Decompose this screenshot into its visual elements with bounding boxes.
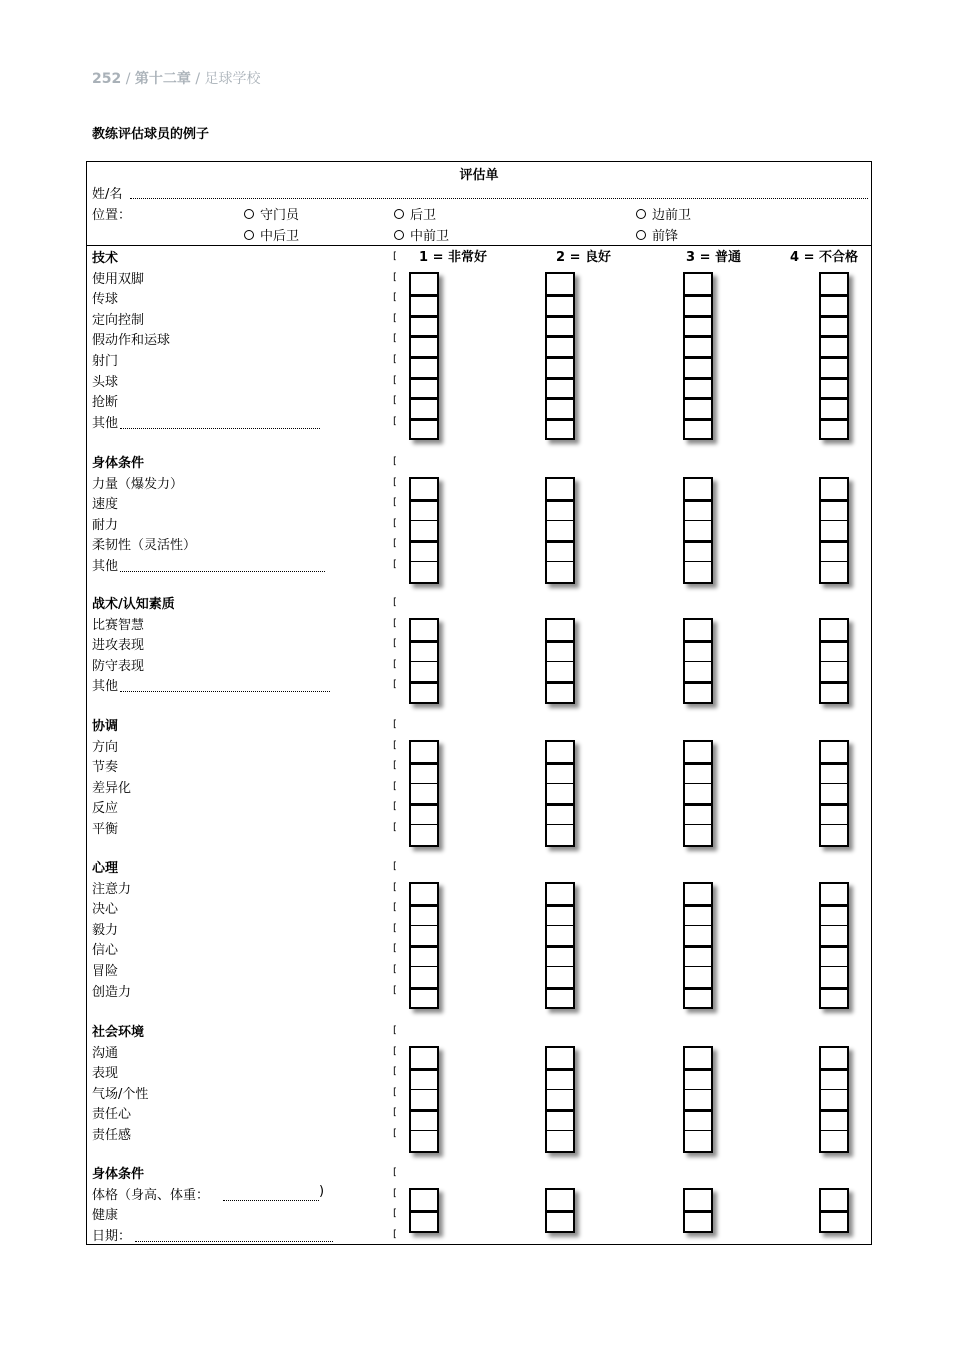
rating-checkbox[interactable] <box>411 945 437 966</box>
rating-box-column <box>545 740 575 847</box>
rating-checkbox[interactable] <box>411 335 437 356</box>
rating-checkbox[interactable] <box>547 966 573 987</box>
rating-checkbox[interactable] <box>821 1068 847 1089</box>
rating-checkbox[interactable] <box>821 925 847 946</box>
rating-checkbox[interactable] <box>411 620 437 641</box>
rating-checkbox[interactable] <box>411 661 437 682</box>
rating-checkbox[interactable] <box>685 1130 711 1151</box>
bracket-mark: [ <box>393 1107 397 1119</box>
criterion-label: 沟通 <box>92 1045 119 1061</box>
bracket-mark: [ <box>393 922 397 934</box>
rating-checkbox[interactable] <box>685 640 711 661</box>
rating-checkbox[interactable] <box>685 561 711 582</box>
rating-checkbox[interactable] <box>685 356 711 377</box>
rating-checkbox[interactable] <box>821 274 847 295</box>
section-title: 战术/认知素质 <box>92 597 175 612</box>
criterion-label: 健康 <box>92 1208 119 1224</box>
bracket-mark: [ <box>393 1208 397 1220</box>
rating-box-column <box>409 882 439 1010</box>
rating-checkbox[interactable] <box>685 397 711 418</box>
rating-checkbox[interactable] <box>821 620 847 641</box>
rating-checkbox[interactable] <box>411 1068 437 1089</box>
bracket-mark: [ <box>393 964 397 975</box>
rating-box-column <box>819 882 849 1010</box>
section-title: 身体条件 <box>92 456 145 471</box>
rating-checkbox[interactable] <box>411 418 437 439</box>
criterion-label: 毅力 <box>92 922 119 938</box>
rating-box-column <box>545 477 575 584</box>
rating-checkbox[interactable] <box>547 1089 573 1110</box>
rating-checkbox[interactable] <box>821 520 847 541</box>
rating-checkbox[interactable] <box>821 884 847 905</box>
rating-checkbox[interactable] <box>821 377 847 398</box>
position-option-center-back[interactable]: 中后卫 <box>244 225 299 244</box>
rating-checkbox[interactable] <box>821 540 847 561</box>
rating-checkbox[interactable] <box>821 762 847 783</box>
rating-box-column <box>409 477 439 584</box>
rating-checkbox[interactable] <box>411 479 437 500</box>
rating-checkbox[interactable] <box>547 640 573 661</box>
rating-checkbox[interactable] <box>547 661 573 682</box>
rating-checkbox[interactable] <box>685 945 711 966</box>
rating-checkbox[interactable] <box>685 904 711 925</box>
rating-box-column <box>545 1188 575 1233</box>
rating-checkbox[interactable] <box>411 904 437 925</box>
bracket-mark: [ <box>393 497 397 509</box>
rating-checkbox[interactable] <box>685 274 711 295</box>
bracket-mark: [ <box>393 456 397 467</box>
column-header-poor: 4 = 不合格 <box>790 250 858 265</box>
rating-checkbox[interactable] <box>821 783 847 804</box>
rating-checkbox[interactable] <box>411 824 437 845</box>
closing-paren: ) <box>319 1183 325 1199</box>
rating-box-column <box>545 1046 575 1153</box>
radio-circle-icon <box>636 230 646 240</box>
bracket-mark: [ <box>393 476 397 488</box>
rating-checkbox[interactable] <box>685 418 711 439</box>
criterion-label: 决心 <box>92 902 119 918</box>
criterion-label: 其他 <box>92 559 119 574</box>
rating-checkbox[interactable] <box>547 499 573 520</box>
bracket-mark: [ <box>393 801 397 813</box>
rating-checkbox[interactable] <box>411 377 437 398</box>
rating-checkbox[interactable] <box>411 742 437 763</box>
rating-checkbox[interactable] <box>685 681 711 702</box>
header-separator: / <box>195 71 201 87</box>
rating-box-column <box>409 740 439 847</box>
criterion-label: 传球 <box>92 292 119 308</box>
criterion-label: 注意力 <box>92 881 132 897</box>
bracket-mark: [ <box>393 292 397 304</box>
rating-checkbox[interactable] <box>547 884 573 905</box>
rating-checkbox[interactable] <box>547 1048 573 1069</box>
evaluation-form <box>86 161 872 1245</box>
rating-checkbox[interactable] <box>411 1190 437 1211</box>
criterion-label: 力量（爆发力） <box>92 476 184 492</box>
bracket-mark: [ <box>393 354 397 365</box>
position-option-center-midfielder[interactable]: 中前卫 <box>394 225 449 244</box>
rating-checkbox[interactable] <box>411 640 437 661</box>
rating-checkbox[interactable] <box>547 783 573 804</box>
rating-box-column <box>819 1188 849 1233</box>
criterion-label: 防守表现 <box>92 658 145 674</box>
rating-box-column <box>819 740 849 847</box>
rating-box-column <box>683 1046 713 1153</box>
rating-checkbox[interactable] <box>685 783 711 804</box>
bracket-mark: [ <box>393 617 397 629</box>
rating-checkbox[interactable] <box>821 945 847 966</box>
rating-checkbox[interactable] <box>547 925 573 946</box>
rating-checkbox[interactable] <box>547 335 573 356</box>
criterion-label: 表现 <box>92 1066 119 1082</box>
bracket-mark: [ <box>393 1025 397 1036</box>
rating-checkbox[interactable] <box>685 540 711 561</box>
rating-checkbox[interactable] <box>547 520 573 541</box>
rating-checkbox[interactable] <box>547 904 573 925</box>
rating-box-column <box>409 618 439 704</box>
rating-checkbox[interactable] <box>685 294 711 315</box>
rating-box-column <box>819 1046 849 1153</box>
rating-checkbox[interactable] <box>547 762 573 783</box>
document-title: 教练评估球员的例子 <box>92 127 210 142</box>
bracket-mark: [ <box>393 1045 397 1057</box>
rating-checkbox[interactable] <box>411 803 437 824</box>
chapter-label: 第十二章 <box>134 71 191 87</box>
section-title: 心理 <box>92 861 119 876</box>
criterion-label: 头球 <box>92 374 119 390</box>
bracket-mark: [ <box>393 1086 397 1098</box>
rating-checkbox[interactable] <box>821 1190 847 1211</box>
rating-checkbox[interactable] <box>685 315 711 336</box>
rating-checkbox[interactable] <box>685 499 711 520</box>
criterion-label: 体格（身高、体重： <box>92 1187 210 1203</box>
criterion-label: 射门 <box>92 354 119 369</box>
rating-checkbox[interactable] <box>821 904 847 925</box>
rating-checkbox[interactable] <box>821 824 847 845</box>
book-title: 足球学校 <box>204 71 261 87</box>
criterion-label: 信心 <box>92 943 119 959</box>
criterion-label: 冒险 <box>92 964 119 979</box>
rating-checkbox[interactable] <box>821 661 847 682</box>
rating-checkbox[interactable] <box>821 1089 847 1110</box>
criterion-label: 抢断 <box>92 395 119 411</box>
rating-checkbox[interactable] <box>821 418 847 439</box>
bracket-mark: [ <box>393 538 397 550</box>
criterion-label: 其他 <box>92 679 119 695</box>
rating-checkbox[interactable] <box>821 742 847 763</box>
bracket-mark: [ <box>393 395 397 407</box>
rating-checkbox[interactable] <box>821 640 847 661</box>
rating-checkbox[interactable] <box>685 803 711 824</box>
criterion-label: 使用双脚 <box>92 271 145 287</box>
rating-checkbox[interactable] <box>411 520 437 541</box>
rating-checkbox[interactable] <box>411 294 437 315</box>
rating-checkbox[interactable] <box>685 987 711 1008</box>
rating-checkbox[interactable] <box>821 335 847 356</box>
rating-checkbox[interactable] <box>821 479 847 500</box>
rating-checkbox[interactable] <box>411 987 437 1008</box>
criterion-label: 反应 <box>92 801 119 817</box>
rating-box-column <box>683 618 713 704</box>
rating-checkbox[interactable] <box>821 966 847 987</box>
section-title: 社会环境 <box>92 1025 145 1040</box>
bracket-mark: [ <box>393 679 397 691</box>
bracket-mark: [ <box>393 943 397 955</box>
criterion-label: 进攻表现 <box>92 638 145 654</box>
rating-checkbox[interactable] <box>685 479 711 500</box>
criterion-label: 创造力 <box>92 984 132 1000</box>
bracket-mark: [ <box>393 719 397 730</box>
criterion-label: 柔韧性（灵活性） <box>92 538 197 554</box>
rating-checkbox[interactable] <box>685 925 711 946</box>
bracket-mark: [ <box>393 1128 397 1139</box>
rating-box-column <box>409 1188 439 1233</box>
criterion-label: 差异化 <box>92 780 132 796</box>
rating-checkbox[interactable] <box>685 884 711 905</box>
rating-checkbox[interactable] <box>547 418 573 439</box>
rating-checkbox[interactable] <box>547 803 573 824</box>
bracket-mark: [ <box>393 1187 397 1199</box>
rating-checkbox[interactable] <box>547 945 573 966</box>
rating-checkbox[interactable] <box>685 824 711 845</box>
rating-checkbox[interactable] <box>685 661 711 682</box>
rating-checkbox[interactable] <box>411 762 437 783</box>
position-option-goalkeeper[interactable]: 守门员 <box>244 204 299 223</box>
rating-checkbox[interactable] <box>411 499 437 520</box>
other-input-field[interactable] <box>120 691 330 692</box>
rating-checkbox[interactable] <box>685 762 711 783</box>
rating-checkbox[interactable] <box>685 1068 711 1089</box>
rating-checkbox[interactable] <box>547 561 573 582</box>
rating-box-column <box>683 1188 713 1233</box>
rating-checkbox[interactable] <box>547 1210 573 1231</box>
column-header-average: 3 = 普通 <box>686 250 741 265</box>
rating-checkbox[interactable] <box>547 987 573 1008</box>
rating-checkbox[interactable] <box>821 803 847 824</box>
other-input-field[interactable] <box>120 428 320 429</box>
rating-checkbox[interactable] <box>547 681 573 702</box>
criterion-label: 责任心 <box>92 1107 132 1123</box>
rating-box-column <box>683 272 713 441</box>
rating-checkbox[interactable] <box>685 377 711 398</box>
rating-checkbox[interactable] <box>547 1068 573 1089</box>
section-title: 协调 <box>92 719 119 734</box>
rating-box-column <box>409 1046 439 1153</box>
rating-checkbox[interactable] <box>411 1210 437 1231</box>
rating-checkbox[interactable] <box>547 1130 573 1151</box>
rating-checkbox[interactable] <box>685 1210 711 1231</box>
rating-box-column <box>683 882 713 1010</box>
bracket-mark: [ <box>393 271 397 283</box>
rating-box-column <box>545 618 575 704</box>
rating-checkbox[interactable] <box>411 783 437 804</box>
criterion-label: 耐力 <box>92 517 119 533</box>
rating-checkbox[interactable] <box>685 520 711 541</box>
bracket-mark: [ <box>393 559 397 570</box>
criterion-label: 速度 <box>92 497 119 513</box>
rating-checkbox[interactable] <box>547 315 573 336</box>
rating-checkbox[interactable] <box>821 1048 847 1069</box>
bracket-mark: [ <box>393 251 397 262</box>
column-header-good: 2 = 良好 <box>556 250 611 265</box>
position-label: 位置： <box>92 208 132 223</box>
criterion-label: 平衡 <box>92 822 119 837</box>
position-option-forward[interactable]: 前锋 <box>636 225 678 244</box>
criterion-label: 节奏 <box>92 760 119 776</box>
rating-checkbox[interactable] <box>411 681 437 702</box>
rating-checkbox[interactable] <box>547 1190 573 1211</box>
header-separator: / <box>125 71 131 87</box>
bracket-mark: [ <box>393 517 397 529</box>
bracket-mark: [ <box>393 902 397 914</box>
running-header <box>92 68 260 88</box>
bracket-mark: [ <box>393 1228 397 1240</box>
rating-box-column <box>409 272 439 441</box>
criterion-label: 假动作和运球 <box>92 333 171 349</box>
criterion-label: 气场/个性 <box>92 1086 149 1102</box>
section-title: 技术 <box>92 251 119 266</box>
bracket-mark: [ <box>393 374 397 386</box>
rating-checkbox[interactable] <box>547 377 573 398</box>
bracket-mark: [ <box>393 822 397 833</box>
rating-checkbox[interactable] <box>547 397 573 418</box>
rating-checkbox[interactable] <box>685 1089 711 1110</box>
rating-checkbox[interactable] <box>821 1210 847 1231</box>
bracket-mark: [ <box>393 415 397 427</box>
rating-checkbox[interactable] <box>411 540 437 561</box>
bracket-mark: [ <box>393 597 397 608</box>
criterion-label: 定向控制 <box>92 312 145 328</box>
bracket-mark: [ <box>393 1066 397 1078</box>
rating-box-column <box>683 740 713 847</box>
bracket-mark: [ <box>393 1167 397 1178</box>
radio-circle-icon <box>244 209 254 219</box>
criterion-label: 方向 <box>92 739 119 755</box>
bracket-mark: [ <box>393 760 397 772</box>
rating-checkbox[interactable] <box>821 1130 847 1151</box>
rating-checkbox[interactable] <box>685 1190 711 1211</box>
rating-checkbox[interactable] <box>685 1048 711 1069</box>
rating-checkbox[interactable] <box>411 397 437 418</box>
rating-checkbox[interactable] <box>821 356 847 377</box>
rating-checkbox[interactable] <box>821 397 847 418</box>
rating-checkbox[interactable] <box>411 884 437 905</box>
section-title: 身体条件 <box>92 1167 145 1182</box>
radio-circle-icon <box>636 209 646 219</box>
bracket-mark: [ <box>393 984 397 996</box>
date-field[interactable] <box>135 1241 333 1242</box>
name-label: 姓/名 <box>92 187 123 202</box>
rating-checkbox[interactable] <box>821 561 847 582</box>
bracket-mark: [ <box>393 739 397 751</box>
rating-checkbox[interactable] <box>547 479 573 500</box>
rating-checkbox[interactable] <box>547 824 573 845</box>
rating-box-column <box>545 272 575 441</box>
rating-checkbox[interactable] <box>411 1089 437 1110</box>
page-number: 252 <box>92 71 122 87</box>
bracket-mark: [ <box>393 658 397 670</box>
rating-checkbox[interactable] <box>547 294 573 315</box>
position-option-wing-midfielder[interactable]: 边前卫 <box>636 204 691 223</box>
rating-checkbox[interactable] <box>821 681 847 702</box>
radio-circle-icon <box>394 209 404 219</box>
criterion-label: 日期： <box>92 1228 132 1244</box>
criterion-label: 其他 <box>92 415 119 431</box>
rating-checkbox[interactable] <box>411 1130 437 1151</box>
bracket-mark: [ <box>393 638 397 650</box>
rating-checkbox[interactable] <box>547 274 573 295</box>
bracket-mark: [ <box>393 780 397 792</box>
bracket-mark: [ <box>393 861 397 872</box>
rating-checkbox[interactable] <box>821 315 847 336</box>
criterion-label: 责任感 <box>92 1128 132 1143</box>
column-header-excellent: 1 = 非常好 <box>419 250 487 265</box>
rating-checkbox[interactable] <box>821 987 847 1008</box>
rating-checkbox[interactable] <box>411 315 437 336</box>
form-title: 评估单 <box>459 168 499 183</box>
bracket-mark: [ <box>393 312 397 324</box>
rating-checkbox[interactable] <box>547 356 573 377</box>
rating-checkbox[interactable] <box>685 1109 711 1130</box>
criterion-label: 比赛智慧 <box>92 617 145 633</box>
rating-checkbox[interactable] <box>411 925 437 946</box>
rating-box-column <box>683 477 713 584</box>
rating-checkbox[interactable] <box>821 499 847 520</box>
rating-checkbox[interactable] <box>821 294 847 315</box>
name-field[interactable] <box>130 198 868 199</box>
bracket-mark: [ <box>393 333 397 345</box>
rating-checkbox[interactable] <box>411 1109 437 1130</box>
radio-circle-icon <box>394 230 404 240</box>
other-input-field[interactable] <box>120 571 325 572</box>
rating-box-column <box>819 272 849 441</box>
rating-checkbox[interactable] <box>411 966 437 987</box>
rating-checkbox[interactable] <box>411 561 437 582</box>
rating-checkbox[interactable] <box>685 742 711 763</box>
rating-checkbox[interactable] <box>411 1048 437 1069</box>
rating-checkbox[interactable] <box>547 540 573 561</box>
bracket-mark: [ <box>393 881 397 893</box>
rating-checkbox[interactable] <box>411 356 437 377</box>
rating-checkbox[interactable] <box>547 620 573 641</box>
rating-box-column <box>819 618 849 704</box>
rating-checkbox[interactable] <box>821 1109 847 1130</box>
radio-circle-icon <box>244 230 254 240</box>
position-option-defender[interactable]: 后卫 <box>394 204 436 223</box>
rating-checkbox[interactable] <box>547 1109 573 1130</box>
rating-checkbox[interactable] <box>685 335 711 356</box>
rating-checkbox[interactable] <box>685 620 711 641</box>
height-weight-field[interactable] <box>223 1200 319 1201</box>
rating-checkbox[interactable] <box>685 966 711 987</box>
rating-checkbox[interactable] <box>411 274 437 295</box>
rating-box-column <box>819 477 849 584</box>
rating-box-column <box>545 882 575 1010</box>
rating-checkbox[interactable] <box>547 742 573 763</box>
